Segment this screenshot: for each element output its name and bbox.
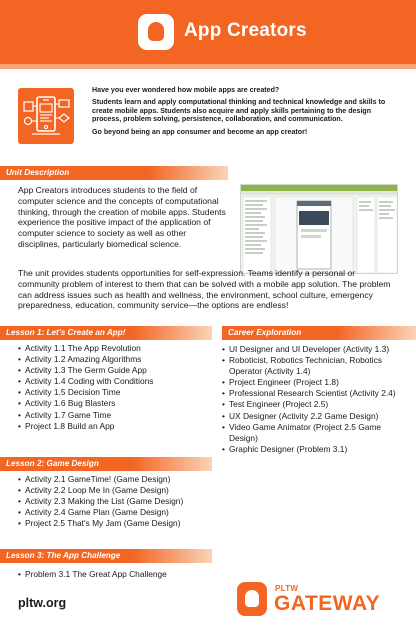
header-banner — [0, 0, 416, 64]
list-item: • Activity 2.2 Loop Me In (Game Design) — [18, 485, 214, 496]
list-item: • UX Designer (Activity 2.2 Game Design) — [222, 411, 402, 422]
list-item: • Activity 1.6 Bug Blasters — [18, 398, 214, 409]
lesson-2-list — [18, 474, 214, 529]
unit-description-paragraph-2: The unit provides students opportunities for self-expression. Teams identify a personal or community problem of interest to them that can be solved with a mobile app solution. The problem can address issues such as health and wellness, the environment, school culture, emergency preparedness, education, community service—the options are endless! — [18, 268, 391, 311]
list-item: • Activity 2.1 GameTime! (Game Design) — [18, 474, 214, 485]
header-accent-strip — [0, 64, 416, 69]
lesson-1-list — [18, 343, 214, 432]
logo-small-text: PLTW — [275, 584, 299, 593]
unit-description-heading: Unit Description — [0, 166, 228, 180]
career-list — [222, 344, 402, 455]
lesson-2-heading: Lesson 2: Game Design — [0, 457, 212, 471]
list-item: • Video Game Animator (Project 2.5 Game Design) — [222, 422, 402, 444]
lesson-1-heading: Lesson 1: Let's Create an App! — [0, 326, 212, 340]
website-url: pltw.org — [18, 596, 67, 610]
page-title: App Creators — [184, 20, 307, 41]
lesson-3-list — [18, 569, 214, 580]
intro-text — [92, 86, 396, 140]
list-item: • Test Engineer (Project 2.5) — [222, 399, 402, 410]
intro-question: Have you ever wondered how mobile apps are created? — [92, 86, 280, 94]
list-item: • Professional Research Scientist (Activity 2.4) — [222, 388, 402, 399]
intro-tagline: Go beyond being an app consumer and become an app creator! — [92, 127, 308, 136]
list-item: • Activity 1.3 The Germ Guide App — [18, 365, 214, 376]
list-item: • Activity 1.2 Amazing Algorithms — [18, 354, 214, 365]
mobile-app-design-icon — [18, 88, 74, 144]
list-item: • Graphic Designer (Problem 3.1) — [222, 444, 402, 455]
list-item: • Activity 1.5 Decision Time — [18, 387, 214, 398]
list-item: • Project Engineer (Project 1.8) — [222, 377, 402, 388]
logo-big-text: GATEWAY — [274, 592, 381, 615]
list-item: • Activity 1.4 Coding with Conditions — [18, 376, 214, 387]
lesson-3-heading: Lesson 3: The App Challenge — [0, 549, 212, 563]
list-item: • Activity 1.1 The App Revolution — [18, 343, 214, 354]
app-inventor-screenshot — [240, 184, 398, 274]
app-drop-icon — [138, 14, 174, 50]
pltw-gateway-logo — [237, 582, 397, 616]
list-item: • Activity 2.4 Game Plan (Game Design) — [18, 507, 214, 518]
intro-body: Students learn and apply computational thinking and technical knowledge and skills to create mobile apps. Students also acquire and apply skills pertaining to the design process, problem solving, persistence, collaboration, and communication. — [92, 98, 386, 124]
list-item: • Project 2.5 That's My Jam (Game Design) — [18, 518, 214, 529]
list-item: • UI Designer and UI Developer (Activity 1.3) — [222, 344, 402, 355]
list-item: • Activity 2.3 Making the List (Game Design) — [18, 496, 214, 507]
unit-description-paragraph-1: App Creators introduces students to the field of computer science and the concepts of computational thinking, through the creation of mobile apps. Students experience the positive impact of the application of computer science to society as well as other disciplines, particularly biomedical science. — [18, 185, 226, 249]
list-item: • Project 1.8 Build an App — [18, 421, 214, 432]
list-item: • Problem 3.1 The Great App Challenge — [18, 569, 214, 580]
pltw-drop-icon — [237, 582, 267, 616]
career-exploration-heading: Career Exploration — [222, 326, 416, 340]
list-item: • Roboticist, Robotics Technician, Robotics Operator (Activity 1.4) — [222, 355, 402, 377]
list-item: • Activity 1.7 Game Time — [18, 410, 214, 421]
